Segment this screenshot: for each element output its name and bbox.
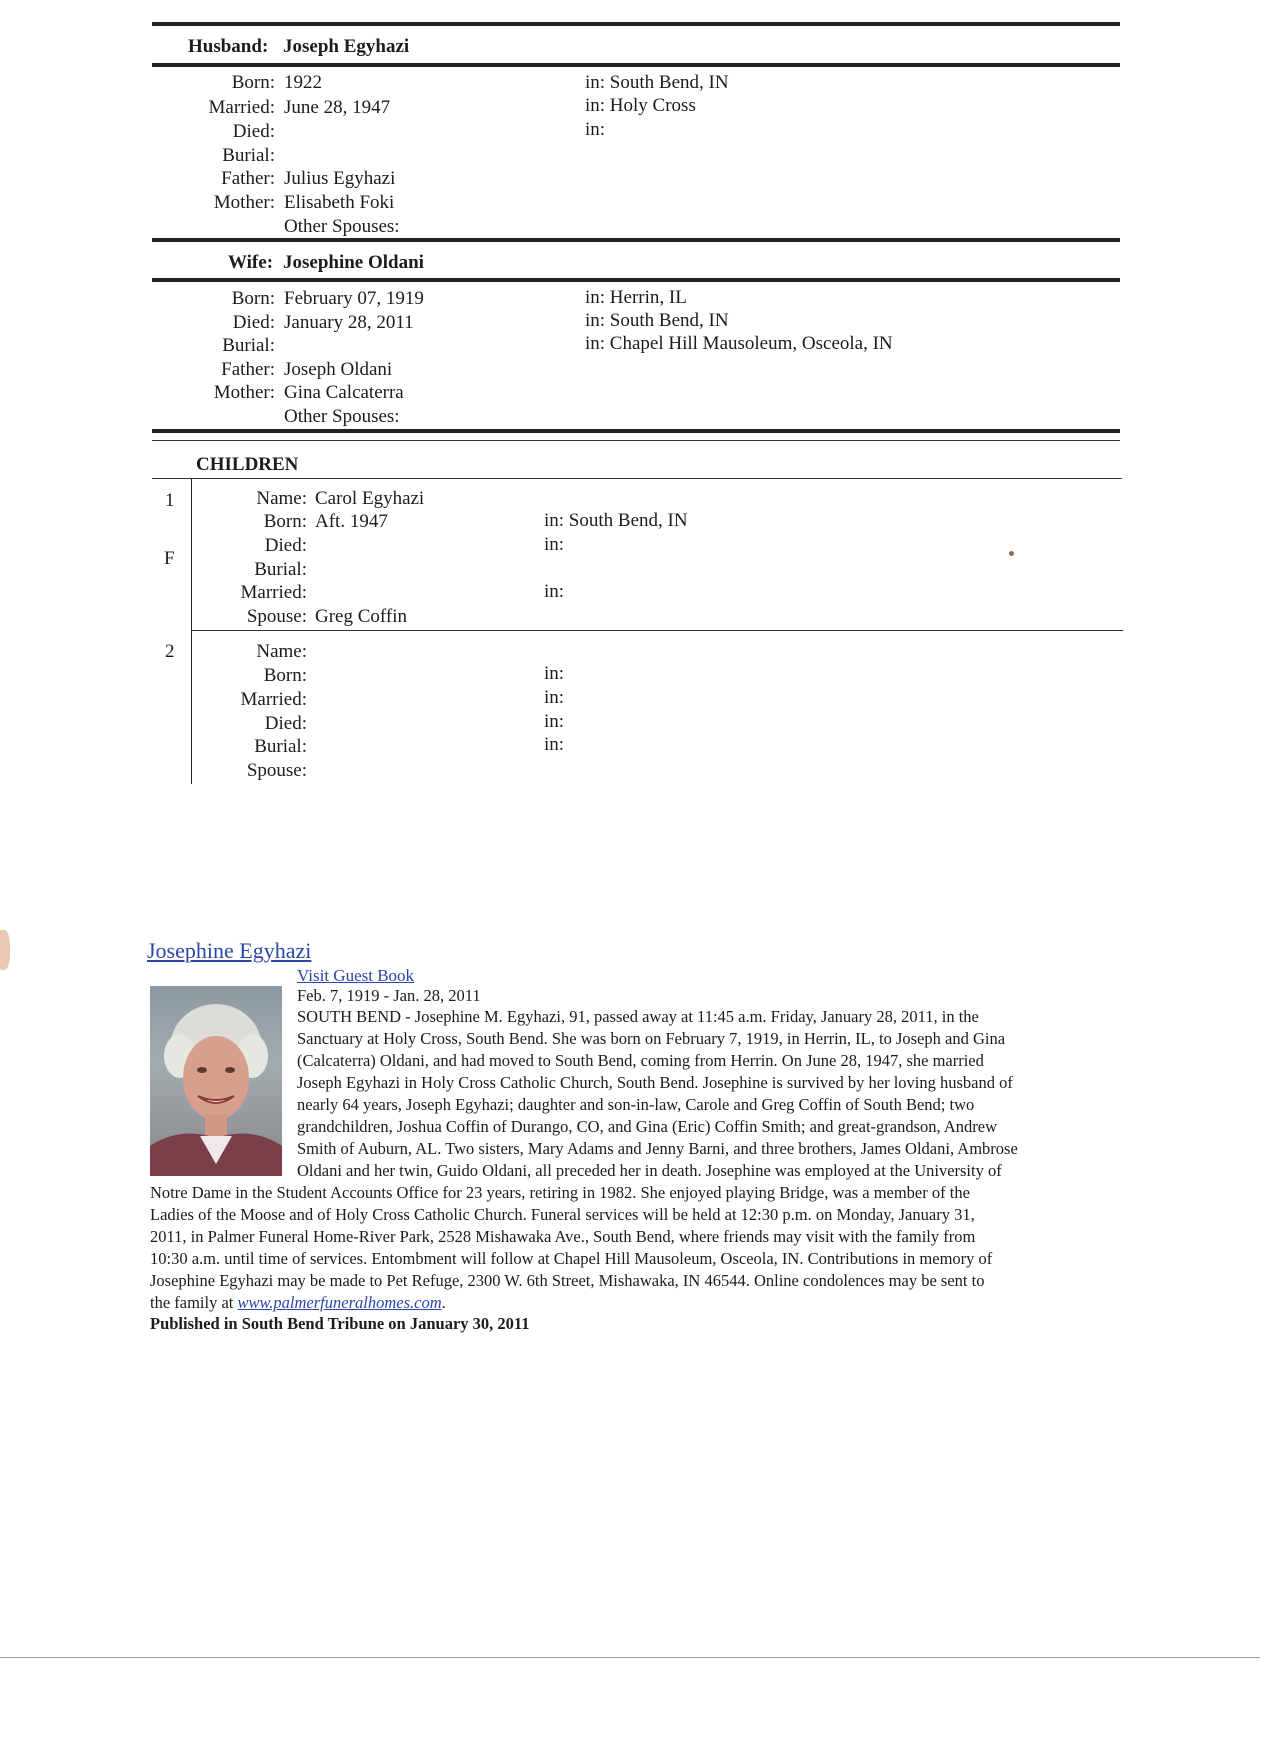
wife-died-label: Died:	[232, 312, 275, 333]
obituary-line-8: Oldani and her twin, Guido Oldani, all preceded her in death. Josephine was employed at the University of	[297, 1161, 1002, 1180]
child2-born-place: in:	[544, 663, 565, 684]
children-header: CHILDREN	[196, 454, 299, 475]
child2-died-label: Died:	[264, 713, 307, 734]
husband-header-label: Husband:	[188, 36, 269, 57]
rule-wife-header	[152, 278, 1120, 282]
scan-bottom-edge	[0, 1657, 1260, 1658]
child2-spouse-label: Spouse:	[246, 760, 307, 781]
wife-born-place: in: Herrin, IL	[585, 287, 687, 308]
obituary-line-10: Ladies of the Moose and of Holy Cross Catholic Church. Funeral services will be held at 12:30 p.m. on Monday, January 31,	[150, 1205, 975, 1224]
wife-mother-value: Gina Calcaterra	[284, 382, 404, 403]
child1-born-label: Born:	[263, 511, 307, 532]
obituary-line-1: SOUTH BEND - Josephine M. Egyhazi, 91, passed away at 11:45 a.m. Friday, January 28, 2011, in the	[297, 1007, 979, 1026]
wife-other-spouses: Other Spouses:	[284, 406, 400, 427]
child1-born-value: Aft. 1947	[315, 511, 388, 532]
child1-died-place: in:	[544, 534, 565, 555]
visit-guest-book-link[interactable]: Visit Guest Book	[297, 966, 415, 985]
wife-born-label: Born:	[231, 288, 275, 309]
rule-wife-top	[152, 238, 1120, 242]
rule-children-top	[152, 429, 1120, 433]
rule-children-top-thin	[152, 440, 1120, 441]
husband-name: Joseph Egyhazi	[283, 36, 410, 57]
child2-born-label: Born:	[263, 665, 307, 686]
husband-mother-label: Mother:	[213, 192, 275, 213]
child2-died-place: in:	[544, 711, 565, 732]
obituary-published-line: Published in South Bend Tribune on January 30, 2011	[150, 1314, 530, 1333]
child1-spouse-value: Greg Coffin	[315, 606, 407, 627]
husband-mother-value: Elisabeth Foki	[284, 192, 395, 213]
obituary-last-line-prefix: the family at	[150, 1293, 238, 1312]
rule-top	[152, 22, 1120, 26]
husband-father-value: Julius Egyhazi	[284, 168, 396, 189]
husband-married-place: in: Holy Cross	[585, 95, 696, 116]
child1-spouse-label: Spouse:	[246, 606, 307, 627]
wife-died-place: in: South Bend, IN	[585, 310, 729, 331]
husband-father-label: Father:	[221, 168, 275, 189]
rule-children-header	[152, 478, 1122, 479]
child2-married-label: Married:	[240, 689, 307, 710]
husband-born-place: in: South Bend, IN	[585, 72, 729, 93]
husband-burial-label: Burial:	[222, 145, 275, 166]
child1-name-label: Name:	[256, 488, 307, 509]
obituary-line-12: 10:30 a.m. until time of services. Entombment will follow at Chapel Hill Mausoleum, Osceola, IN. Contributions in memory of	[150, 1249, 993, 1268]
wife-father-value: Joseph Oldani	[284, 359, 393, 380]
child1-burial-label: Burial:	[254, 559, 307, 580]
husband-born-value: 1922	[284, 72, 322, 93]
obituary-title-link[interactable]: Josephine Egyhazi	[147, 938, 312, 963]
obituary-dates: Feb. 7, 1919 - Jan. 28, 2011	[297, 986, 481, 1005]
husband-married-label: Married:	[208, 97, 275, 118]
funeral-home-website-link[interactable]: www.palmerfuneralhomes.com	[237, 1293, 442, 1312]
child1-married-place: in:	[544, 581, 565, 602]
husband-born-label: Born:	[231, 72, 275, 93]
obituary-line-4: Joseph Egyhazi in Holy Cross Catholic Church, South Bend. Josephine is survived by her loving husband of	[297, 1073, 1013, 1092]
child2-burial-label: Burial:	[254, 736, 307, 757]
obituary-line-14	[150, 1292, 446, 1314]
rule-husband-header	[152, 63, 1120, 67]
child2-married-place: in:	[544, 687, 565, 708]
obituary-last-line-suffix: .	[441, 1293, 446, 1312]
wife-mother-label: Mother:	[213, 382, 275, 403]
scan-speck	[1009, 551, 1014, 556]
child1-died-label: Died:	[264, 535, 307, 556]
obituary-line-5: nearly 64 years, Joseph Egyhazi; daughter and son-in-law, Carole and Greg Coffin of South Bend; two	[297, 1095, 975, 1114]
child1-born-place: in: South Bend, IN	[544, 510, 688, 531]
scan-edge-mark	[0, 930, 10, 970]
wife-name: Josephine Oldani	[283, 252, 424, 273]
wife-born-value: February 07, 1919	[284, 288, 424, 309]
obituary-line-6: grandchildren, Joshua Coffin of Durango, CO, and Gina (Eric) Coffin Smith; and great-grandson, Andrew	[297, 1117, 998, 1136]
obituary-line-7: Smith of Auburn, AL. Two sisters, Mary Adams and Jenny Barni, and three brothers, James Oldani, Ambrose	[297, 1139, 1018, 1158]
child1-number: 1	[165, 490, 175, 511]
obituary-line-3: (Calcaterra) Oldani, and had moved to South Bend, coming from Herrin. On June 28, 1947, she married	[297, 1051, 984, 1070]
wife-died-value: January 28, 2011	[284, 312, 414, 333]
child2-name-label: Name:	[256, 641, 307, 662]
obituary-line-2: Sanctuary at Holy Cross, South Bend. She was born on February 7, 1919, in Herrin, IL, to Joseph and Gina	[297, 1029, 1006, 1048]
husband-died-place: in:	[585, 119, 606, 140]
rule-child-separator	[191, 630, 1123, 631]
child1-married-label: Married:	[240, 582, 307, 603]
husband-other-spouses: Other Spouses:	[284, 216, 400, 237]
child1-name-value: Carol Egyhazi	[315, 488, 425, 509]
child1-sex: F	[164, 548, 175, 569]
obituary-line-9: Notre Dame in the Student Accounts Office for 23 years, retiring in 1982. She enjoyed playing Bridge, was a member of the	[150, 1183, 970, 1202]
children-column-divider	[191, 479, 192, 784]
obituary-line-13: Josephine Egyhazi may be made to Pet Refuge, 2300 W. 6th Street, Mishawaka, IN 46544. Online condolences may be sent to	[150, 1271, 985, 1290]
husband-married-value: June 28, 1947	[284, 97, 391, 118]
wife-burial-label: Burial:	[222, 335, 275, 356]
child2-number: 2	[165, 641, 175, 662]
wife-burial-place: in: Chapel Hill Mausoleum, Osceola, IN	[585, 333, 893, 354]
obituary-line-11: 2011, in Palmer Funeral Home-River Park, 2528 Mishawaka Ave., South Bend, where friends may visit with the family from	[150, 1227, 976, 1246]
husband-died-label: Died:	[232, 121, 275, 142]
child2-burial-place: in:	[544, 734, 565, 755]
portrait-illustration	[150, 986, 282, 1176]
obituary-portrait-photo	[150, 986, 282, 1176]
wife-father-label: Father:	[221, 359, 275, 380]
wife-header-label: Wife:	[228, 252, 274, 273]
